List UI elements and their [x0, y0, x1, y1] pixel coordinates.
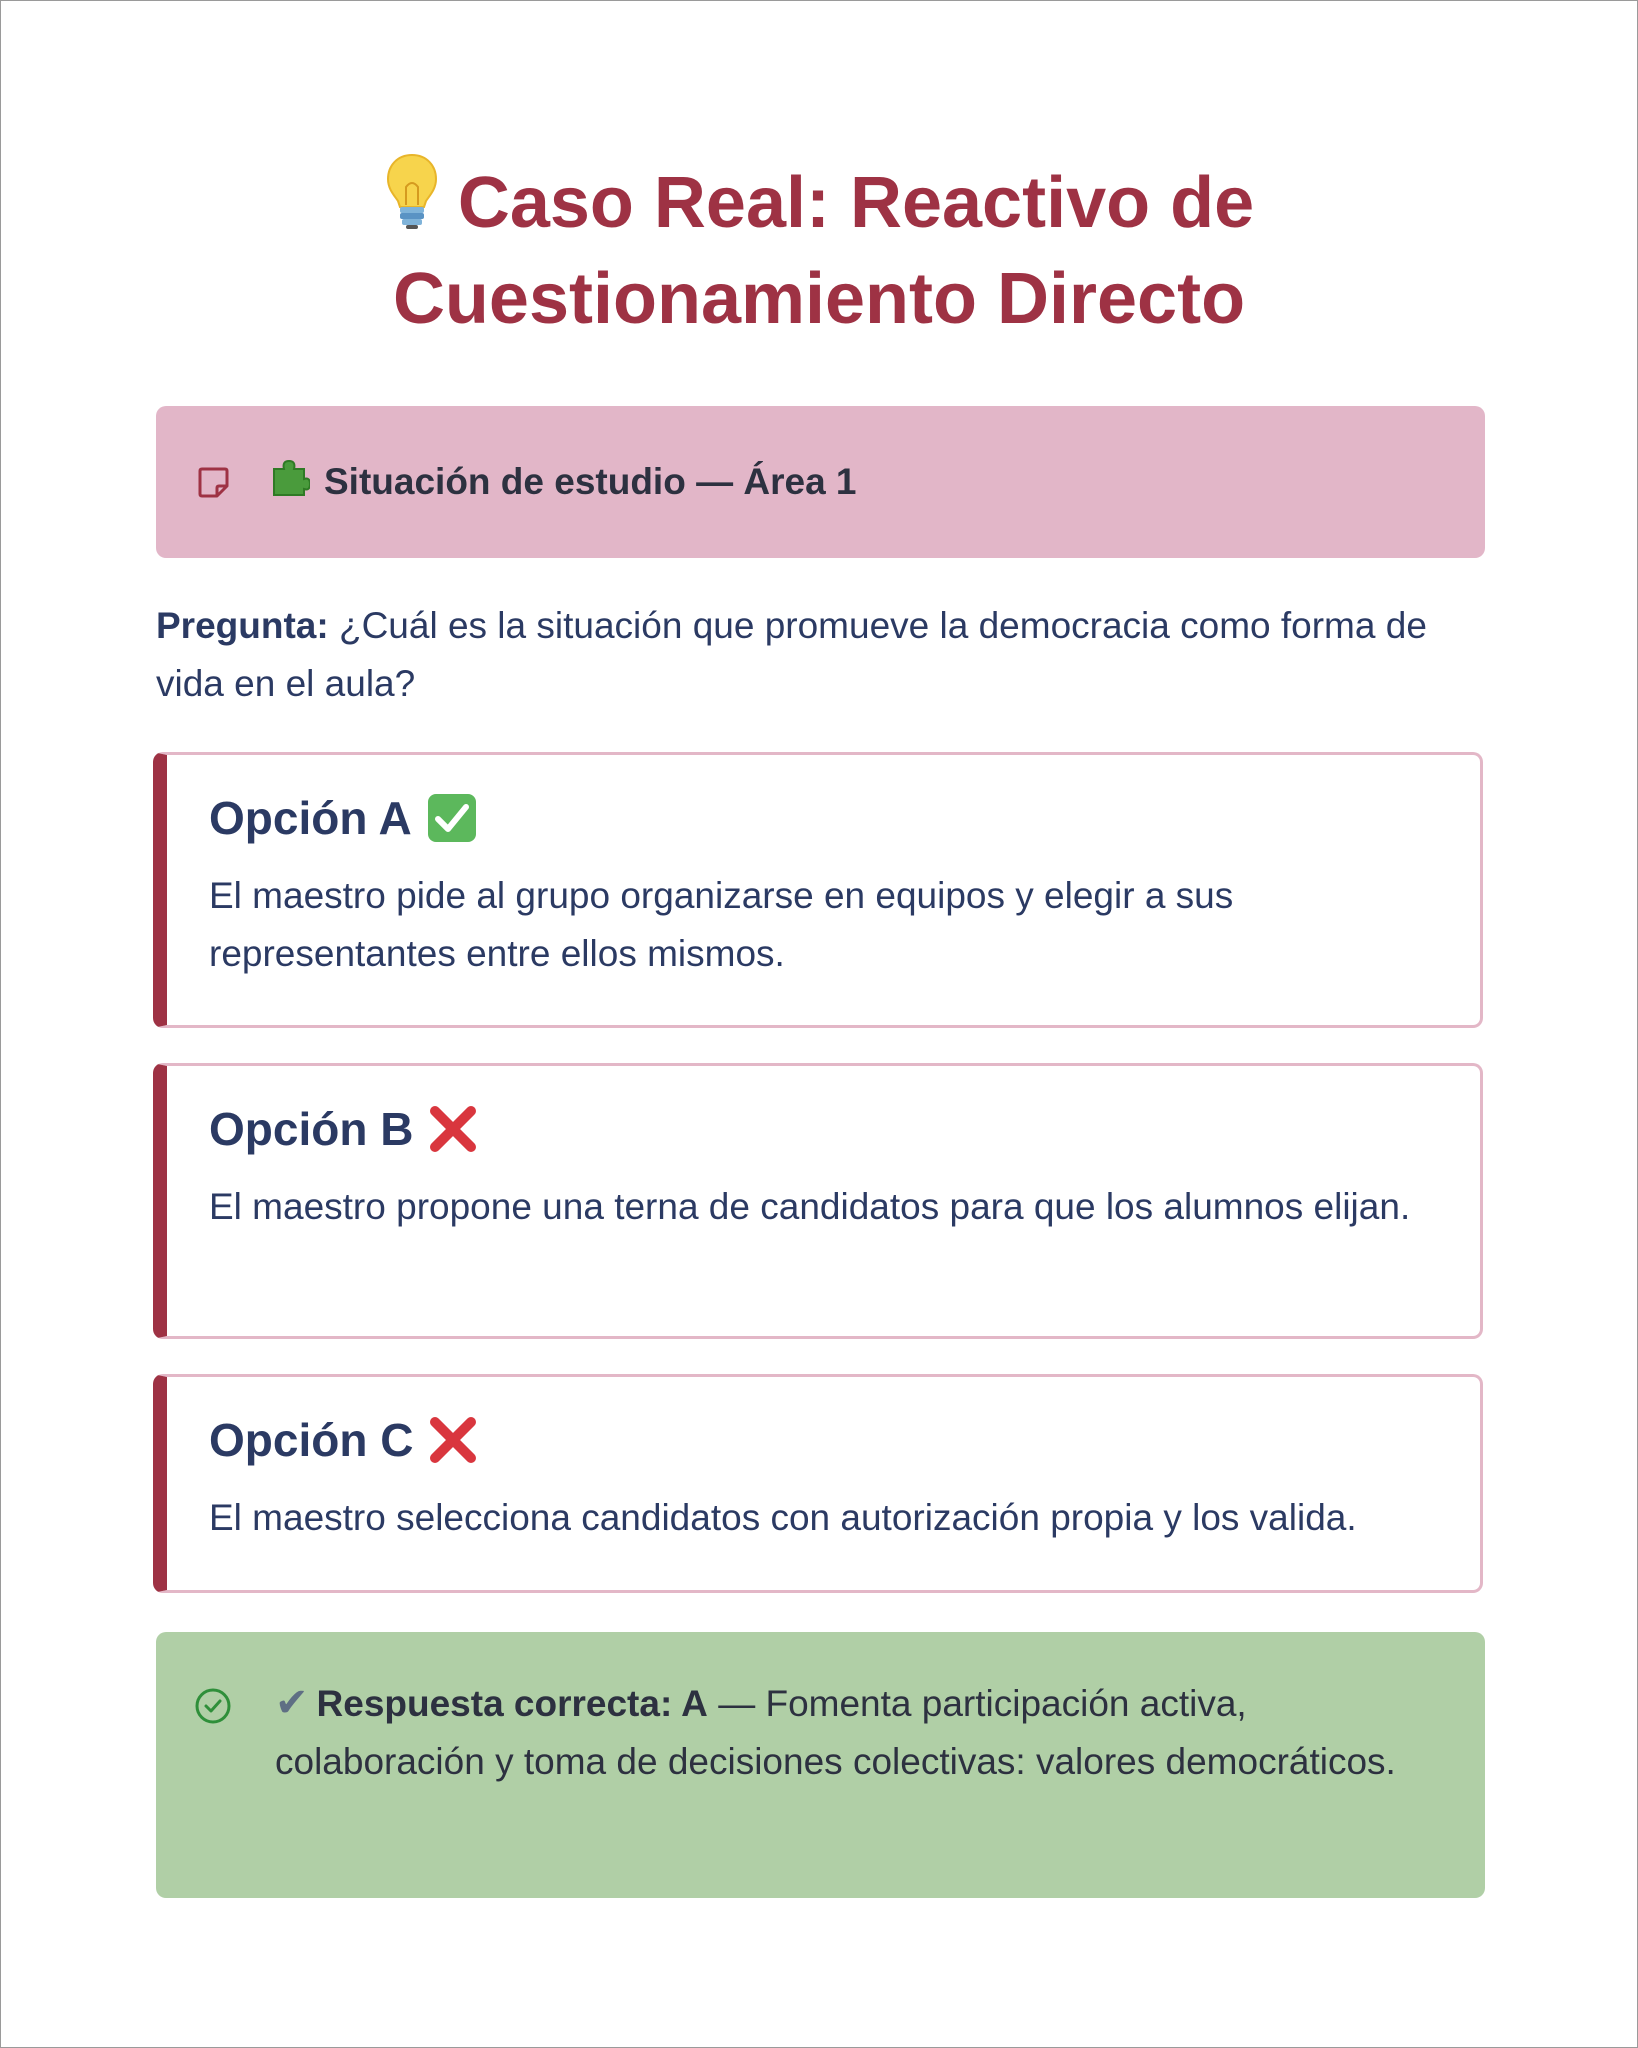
situation-banner: [156, 406, 1485, 558]
answer-box: [156, 1632, 1485, 1898]
option-text: El maestro selecciona candidatos con autorización propia y los valida.: [209, 1497, 1357, 1538]
option-title: Opción C: [209, 1414, 414, 1466]
option-card-a: [153, 752, 1483, 1028]
heavy-check-icon: ✔: [275, 1681, 309, 1725]
page-title: [156, 151, 1482, 345]
check-icon: [426, 792, 478, 844]
lightbulb-icon: [384, 151, 440, 253]
sticky-note-icon: [197, 466, 230, 499]
question-label: Pregunta:: [156, 605, 329, 646]
cross-icon: [427, 1103, 479, 1155]
option-title: Opción A: [209, 792, 412, 844]
circle-check-icon: [193, 1686, 233, 1726]
question: [156, 597, 1485, 713]
question-text: ¿Cuál es la situación que promueve la democracia como forma de vida en el aula?: [156, 605, 1427, 704]
cross-icon: [427, 1414, 479, 1466]
answer-explanation: — Fomenta participación activa, colaboración y toma de decisiones colectivas: valores democráticos.: [275, 1683, 1396, 1782]
option-text: El maestro propone una terna de candidatos para que los alumnos elijan.: [209, 1186, 1411, 1227]
answer-label: Respuesta correcta: A: [316, 1683, 708, 1724]
page-title-text: Caso Real: Reactivo de Cuestionamiento Directo: [392, 163, 1255, 339]
option-title: Opción B: [209, 1103, 414, 1155]
answer-text: [275, 1674, 1425, 1791]
puzzle-piece-icon: [270, 457, 310, 507]
option-card-c: [153, 1374, 1483, 1593]
option-card-b: [153, 1063, 1483, 1339]
option-text: El maestro pide al grupo organizarse en equipos y elegir a sus representantes entre ellos mismos.: [209, 875, 1234, 974]
situation-label: Situación de estudio — Área 1: [324, 461, 857, 502]
